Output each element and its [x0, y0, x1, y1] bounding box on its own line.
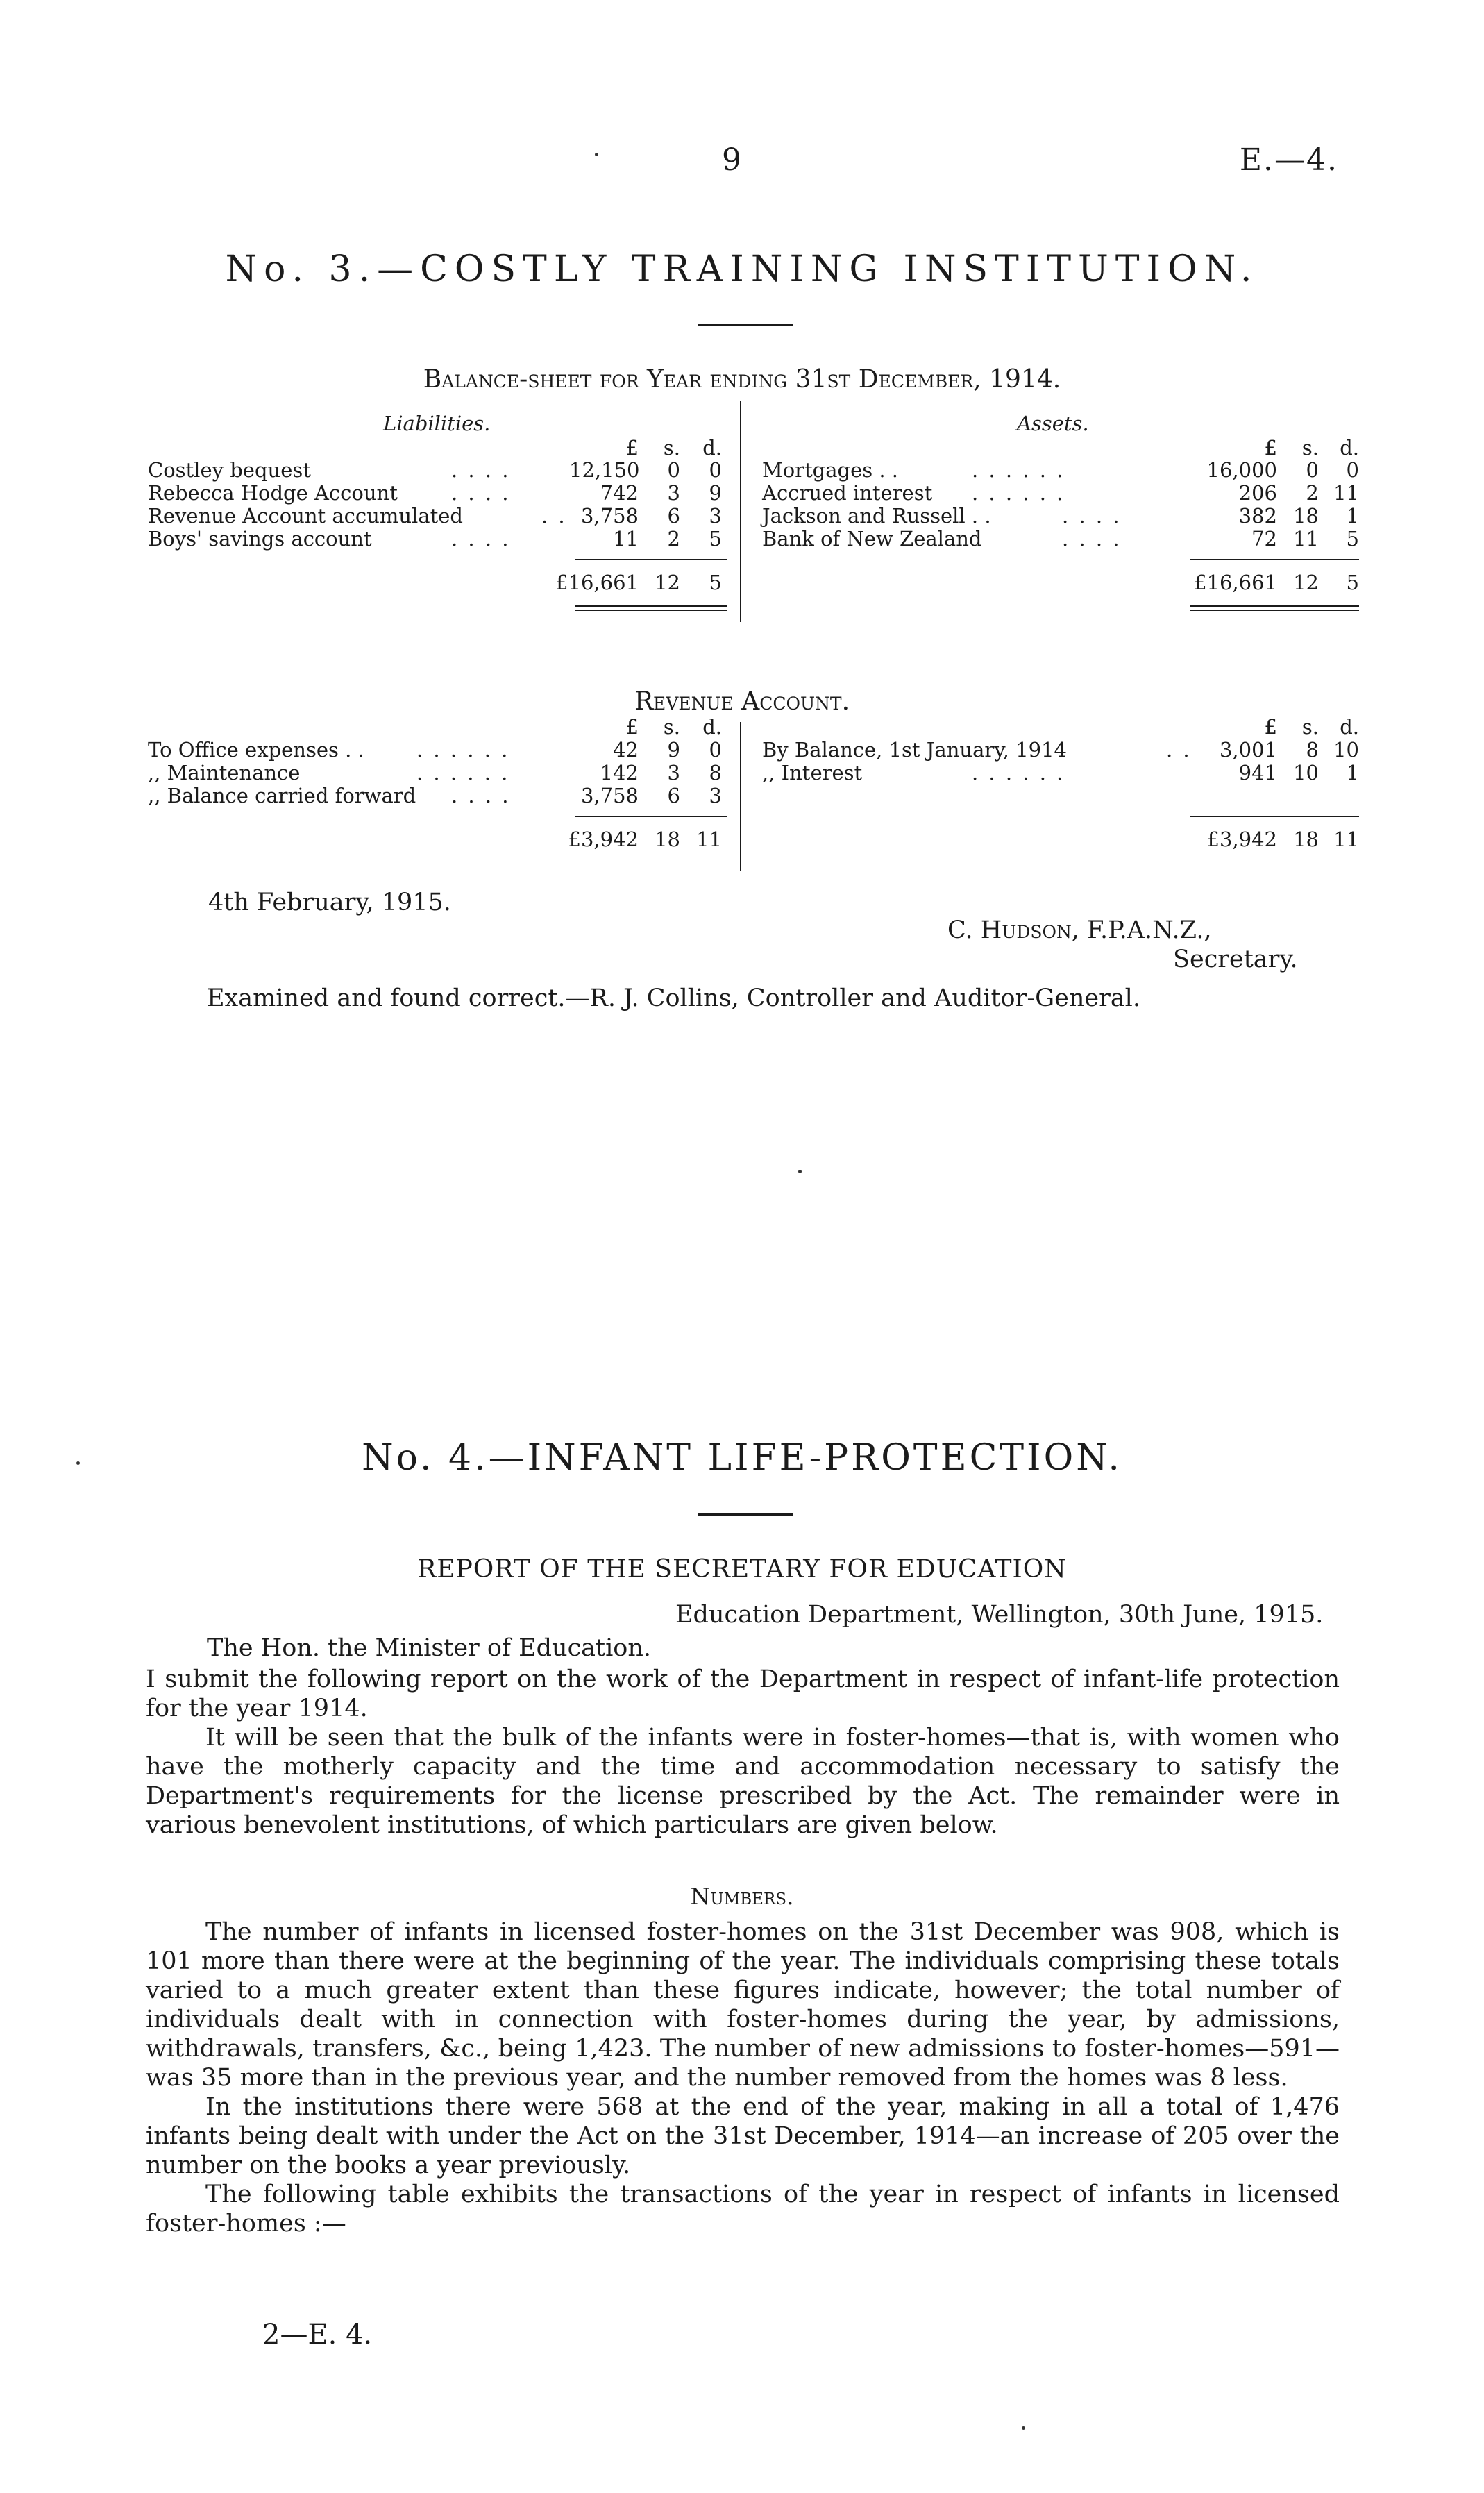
leader-dots: . . . . — [451, 784, 511, 807]
pounds: 3,758 — [580, 504, 639, 528]
pence-header: d. — [702, 715, 722, 739]
assets-heading: Assets. — [1017, 412, 1089, 435]
examined-statement: Examined and found correct.—R. J. Collins, Controller and Auditor-General. — [207, 984, 1141, 1012]
report-date: 4th February, 1915. — [208, 889, 451, 916]
pounds: 3,758 — [580, 784, 639, 807]
sum-rule — [575, 559, 727, 560]
pounds: 11 — [613, 527, 639, 551]
double-rule — [1190, 610, 1359, 611]
shillings: 6 — [667, 504, 680, 528]
section4-title: No. 4.—INFANT LIFE-PROTECTION. — [362, 1437, 1122, 1479]
pence: 9 — [709, 481, 722, 505]
shillings: 9 — [667, 738, 680, 762]
leader-dots: . . . . — [1062, 504, 1122, 528]
row-label: Accrued interest — [762, 481, 933, 505]
shillings: 8 — [1306, 738, 1319, 762]
row-label: ,, Balance carried forward — [148, 784, 416, 807]
leader-dots: . . . . . . — [416, 761, 510, 784]
department-line: Education Department, Wellington, 30th June, 1915. — [675, 1601, 1324, 1629]
paragraph: The number of infants in licensed foster-homes on the 31st December was 908, which is 101 more than there were at the beginning of the year. The individuals comprising these totals varied to a much greater extent than these figures indicate, however; the total number of individuals dealt with in connection with foster-homes during the year, by admissions, withdrawals, transfers, &c., being 1,423. The number of new admissions to foster-homes—591—was 35 more than in the previous year, and the number removed from the homes was 8 less. — [146, 1918, 1340, 2092]
title-rule — [698, 1513, 793, 1516]
leader-dots: . . . . . . — [972, 458, 1065, 482]
sum-rule — [1190, 816, 1359, 817]
pence: 0 — [709, 458, 722, 482]
pence-header: d. — [1340, 715, 1359, 739]
intro-paragraphs — [146, 1665, 1340, 1840]
column-divider — [740, 722, 741, 871]
pounds: 206 — [1238, 481, 1277, 505]
liabilities-heading: Liabilities. — [383, 412, 491, 435]
pounds: 72 — [1251, 527, 1277, 551]
shillings: 18 — [1293, 504, 1319, 528]
pence: 1 — [1346, 761, 1359, 784]
shilling-header: s. — [1301, 715, 1319, 739]
row-label: ,, Maintenance — [148, 761, 301, 784]
speck — [1022, 2426, 1025, 2430]
pounds: 941 — [1238, 761, 1277, 784]
total-pounds: £16,661 — [1194, 571, 1277, 594]
pound-header: £ — [1264, 715, 1277, 739]
leader-dots: . . . . . . — [972, 481, 1065, 505]
shillings: 3 — [667, 761, 680, 784]
pence: 1 — [1346, 504, 1359, 528]
report-title: REPORT OF THE SECRETARY FOR EDUCATION — [417, 1555, 1067, 1584]
pence: 0 — [1346, 458, 1359, 482]
paragraph: I submit the following report on the work of the Department in respect of infant-life protection for the year 1914. — [146, 1665, 1340, 1722]
shillings: 6 — [667, 784, 680, 807]
pence: 0 — [709, 738, 722, 762]
signature-title: Secretary. — [1173, 946, 1298, 973]
pence: 8 — [709, 761, 722, 784]
paragraph: In the institutions there were 568 at the end of the year, making in all a total of 1,476 infants being dealt with under the Act on the 31st December, 1914—an increase of 205 over the number on the books a year previously. — [146, 2093, 1340, 2179]
pence: 3 — [709, 504, 722, 528]
double-rule — [575, 610, 727, 611]
total-shillings: 12 — [1293, 571, 1319, 594]
pounds: 3,001 — [1219, 738, 1277, 762]
pounds: 142 — [600, 761, 639, 784]
leader-dots: . . — [541, 504, 567, 528]
row-label: Mortgages . . — [762, 458, 899, 482]
total-pounds: £3,942 — [568, 828, 639, 851]
sum-rule — [575, 816, 727, 817]
revenue-account-title: Revenue Account. — [634, 687, 850, 716]
total-shillings: 18 — [1293, 828, 1319, 851]
row-label: To Office expenses . . — [148, 738, 364, 762]
pound-header: £ — [1264, 436, 1277, 460]
pence: 5 — [1346, 527, 1359, 551]
pence-header: d. — [702, 436, 722, 460]
double-rule — [575, 605, 727, 607]
balance-sheet-title: Balance-sheet for Year ending 31st December, 1914. — [423, 365, 1061, 394]
pounds: 382 — [1238, 504, 1277, 528]
footer-signature: 2—E. 4. — [262, 2319, 373, 2351]
double-rule — [1190, 605, 1359, 607]
total-pence: 5 — [709, 571, 722, 594]
row-label: ,, Interest — [762, 761, 863, 784]
page-code: E.—4. — [1239, 142, 1338, 178]
row-label: Jackson and Russell . . — [762, 504, 991, 528]
shillings: 0 — [1306, 458, 1319, 482]
page-number: 9 — [722, 142, 741, 178]
signature-name: C. Hudson, F.P.A.N.Z., — [947, 916, 1212, 944]
pence: 10 — [1333, 738, 1359, 762]
column-divider — [740, 401, 741, 622]
total-pence: 11 — [1333, 828, 1359, 851]
total-shillings: 18 — [655, 828, 680, 851]
sum-rule — [1190, 559, 1359, 560]
title-rule — [698, 324, 793, 326]
pounds: 16,000 — [1206, 458, 1277, 482]
shilling-header: s. — [663, 436, 680, 460]
pence: 11 — [1333, 481, 1359, 505]
pence-header: d. — [1340, 436, 1359, 460]
leader-dots: . . . . — [451, 527, 511, 551]
row-label: Rebecca Hodge Account — [148, 481, 398, 505]
numbers-heading: Numbers. — [690, 1883, 794, 1910]
leader-dots: . . . . — [451, 481, 511, 505]
pounds: 12,150 — [569, 458, 640, 482]
shillings: 2 — [1306, 481, 1319, 505]
section3-title: No. 3.—COSTLY TRAINING INSTITUTION. — [225, 249, 1259, 290]
numbers-paragraphs — [146, 1917, 1340, 2238]
row-label: By Balance, 1st January, 1914 — [762, 738, 1067, 762]
total-shillings: 12 — [655, 571, 680, 594]
leader-dots: . . . . . . — [416, 738, 510, 762]
shilling-header: s. — [663, 715, 680, 739]
shillings: 0 — [667, 458, 680, 482]
paragraph: It will be seen that the bulk of the infants were in foster-homes—that is, with women who have the motherly capacity and the time and accommodation necessary to satisfy the Department's requirements for the license prescribed by the Act. The remainder were in various benevolent institutions, of which particulars are given below. — [146, 1724, 1340, 1839]
total-pence: 5 — [1346, 571, 1359, 594]
row-label: Revenue Account accumulated — [148, 504, 463, 528]
pounds: 742 — [600, 481, 639, 505]
row-label: Costley bequest — [148, 458, 311, 482]
pounds: 42 — [613, 738, 639, 762]
shilling-header: s. — [1301, 436, 1319, 460]
total-pounds: £3,942 — [1206, 828, 1277, 851]
salutation: The Hon. the Minister of Education. — [207, 1634, 652, 1662]
shillings: 10 — [1293, 761, 1319, 784]
leader-dots: . . — [1166, 738, 1192, 762]
speck — [595, 153, 598, 156]
leader-dots: . . . . — [1062, 527, 1122, 551]
total-pounds: £16,661 — [555, 571, 639, 594]
pence: 3 — [709, 784, 722, 807]
pence: 5 — [709, 527, 722, 551]
leader-dots: . . . . . . — [972, 761, 1065, 784]
shillings: 2 — [667, 527, 680, 551]
speck — [798, 1170, 802, 1173]
row-label: Bank of New Zealand — [762, 527, 982, 551]
paragraph: The following table exhibits the transactions of the year in respect of infants in licensed foster-homes :— — [146, 2181, 1340, 2238]
total-pence: 11 — [696, 828, 722, 851]
shillings: 11 — [1293, 527, 1319, 551]
row-label: Boys' savings account — [148, 527, 372, 551]
pound-header: £ — [625, 436, 639, 460]
leader-dots: . . . . — [451, 458, 511, 482]
pound-header: £ — [625, 715, 639, 739]
shillings: 3 — [667, 481, 680, 505]
